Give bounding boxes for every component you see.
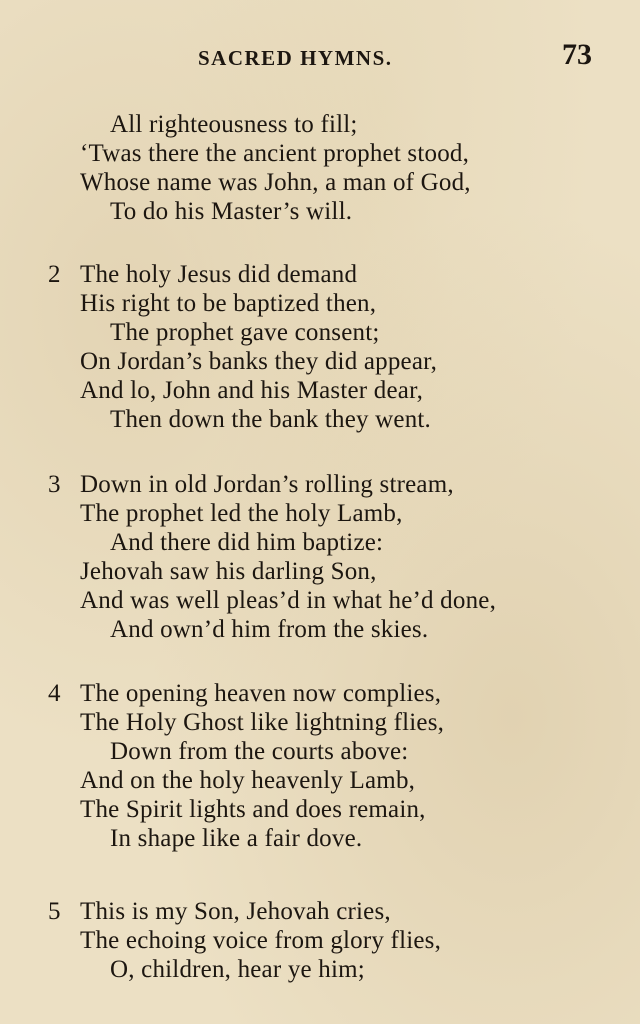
verse-line: Down from the courts above: — [110, 738, 409, 765]
verse-line: His right to be baptized then, — [80, 290, 377, 317]
verse-line: To do his Master’s will. — [110, 198, 353, 225]
verse-line: Down in old Jordan’s rolling stream, — [80, 471, 454, 498]
verse-number: 3 — [48, 471, 61, 498]
verse-line: And lo, John and his Master dear, — [80, 377, 424, 404]
verse-line: This is my Son, Jehovah cries, — [80, 898, 391, 925]
verse-line: Jehovah saw his darling Son, — [80, 558, 377, 585]
running-head — [0, 38, 640, 78]
verse-number: 4 — [48, 680, 61, 707]
verse-number: 5 — [48, 898, 61, 925]
verse-line: The Holy Ghost like lightning flies, — [80, 709, 445, 736]
verse-line: And was well pleas’d in what he’d done, — [80, 587, 497, 614]
verse-line: Whose name was John, a man of God, — [80, 169, 471, 196]
verse-line: On Jordan’s banks they did appear, — [80, 348, 438, 375]
verse-line: In shape like a fair dove. — [110, 825, 363, 852]
verse-line: The prophet led the holy Lamb, — [80, 500, 403, 527]
verse-line: O, children, hear ye him; — [110, 956, 365, 983]
verse-line: All righteousness to fill; — [110, 111, 358, 138]
verse-line: The holy Jesus did demand — [80, 261, 358, 288]
running-title: SACRED HYMNS. — [198, 46, 393, 70]
verse-line: And there did him baptize: — [110, 529, 384, 556]
verse-line: And own’d him from the skies. — [110, 616, 429, 643]
verse-number: 2 — [48, 261, 61, 288]
verse-line: The echoing voice from glory flies, — [80, 927, 442, 954]
verse-line: The opening heaven now complies, — [80, 680, 442, 707]
verse-line: And on the holy heavenly Lamb, — [80, 767, 416, 794]
verse-line: The prophet gave consent; — [110, 319, 380, 346]
verse-line: ‘Twas there the ancient prophet stood, — [80, 140, 470, 167]
verse-line: Then down the bank they went. — [110, 406, 431, 433]
verse-line: The Spirit lights and does remain, — [80, 796, 426, 823]
page-number: 73 — [562, 38, 592, 71]
